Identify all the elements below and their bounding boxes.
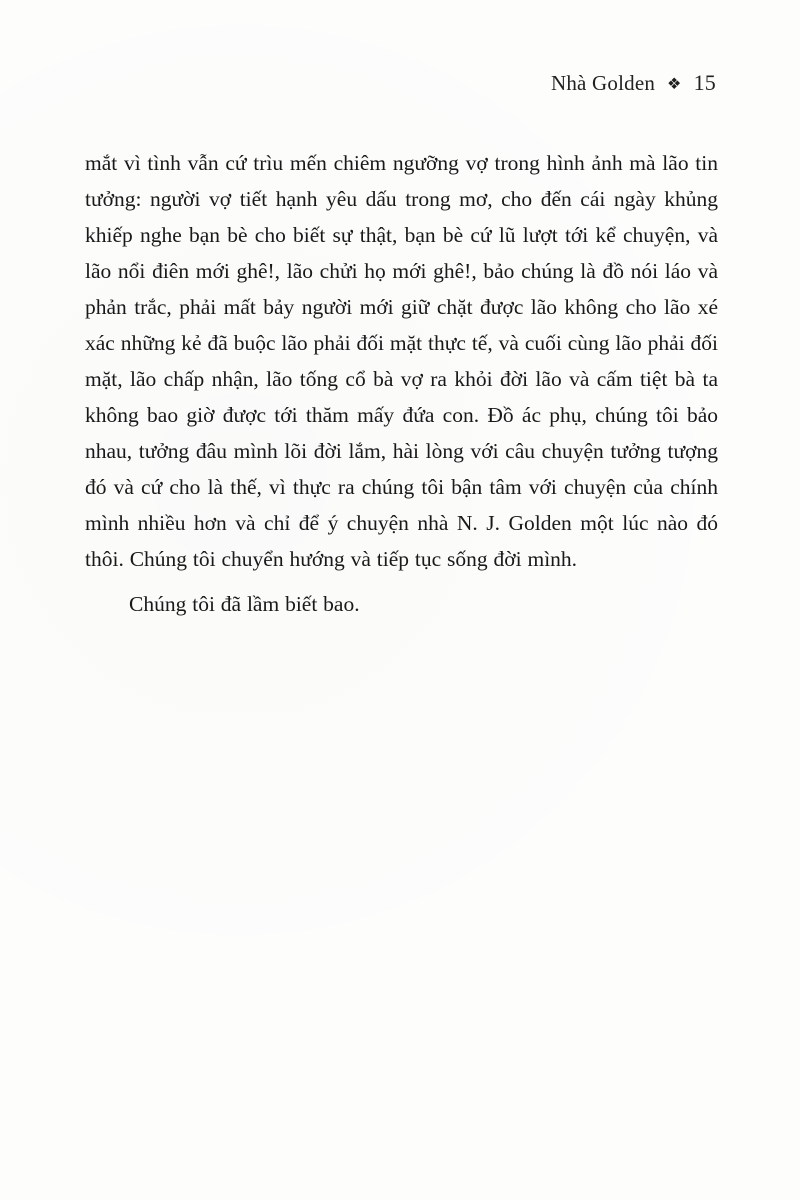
body-paragraph: Chúng tôi đã lầm biết bao. — [129, 592, 360, 616]
body-paragraph: mắt vì tình vẫn cứ trìu mến chiêm ngưỡng vợ trong hình ảnh mà lão tin tưởng: người vợ tiết hạnh yêu dấu trong mơ, cho đến cái ngày khủng khiếp nghe bạn bè cho biết sự thật, bạn bè cứ lũ lượt tới kể chuyện, và lão nổi điên mới ghê!, lão chửi họ mới ghê!, bảo chúng là đồ nói láo và phản trắc, phải mất bảy người mới giữ chặt được lão không cho lão xé xác những kẻ đã buộc lão phải đối mặt thực tế, và cuối cùng lão phải đối mặt, lão chấp nhận, lão tống cổ bà vợ ra khỏi đời lão và cấm tiệt bà ta không bao giờ được tới thăm mấy đứa con. Đồ ác phụ, chúng tôi bảo nhau, tưởng đâu mình lõi đời lắm, hài lòng với câu chuyện tưởng tượng đó và cứ cho là thế, vì thực ra chúng tôi bận tâm với chuyện của chính mình nhiều hơn và chỉ để ý chuyện nhà N. J. Golden một lúc nào đó thôi. Chúng tôi chuyển hướng và tiếp tục sống đời mình. — [85, 151, 718, 571]
running-title: Nhà Golden — [550, 71, 656, 95]
running-header — [85, 70, 718, 96]
page-body — [85, 145, 718, 622]
diamond-separator-icon: ❖ — [667, 76, 682, 93]
page-number: 15 — [693, 70, 716, 95]
